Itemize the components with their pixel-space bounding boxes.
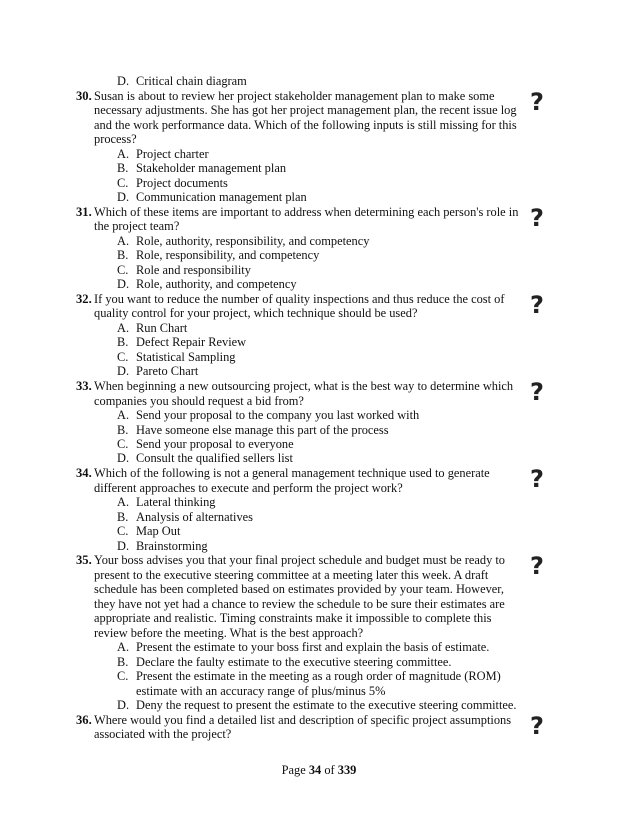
- question-text-line: Where would you find a detailed list and description of specific project assumptions: [94, 712, 512, 727]
- option-text: Present the estimate in the meeting as a rough order of magnitude (ROM): [136, 669, 501, 684]
- question-text-line: appropriate and realistic. Timing constraints make it impossible to complete this: [94, 611, 492, 626]
- question-text-line: Your boss advises you that your final project schedule and budget must be ready to: [94, 553, 505, 568]
- question-text-line: they have not yet had a chance to review the schedule to be sure their estimates are: [94, 596, 505, 611]
- question-text-line: Which of the following is not a general management technique used to generate: [94, 466, 490, 481]
- option-letter: A.: [117, 146, 130, 161]
- question-text-line: associated with the project?: [94, 727, 232, 742]
- option-letter: C.: [117, 262, 129, 277]
- answer-option: [117, 640, 489, 654]
- option-text: Stakeholder management plan: [136, 161, 287, 176]
- question-number: 33.: [76, 379, 92, 394]
- option-letter: B.: [117, 335, 129, 350]
- answer-option: [117, 539, 208, 553]
- option-text: Critical chain diagram: [136, 74, 247, 88]
- option-text: estimate with an accuracy range of plus/minus 5%: [136, 683, 386, 698]
- answer-option: [117, 655, 451, 669]
- question-text-line: If you want to reduce the number of quality inspections and thus reduce the cost of: [94, 292, 505, 306]
- option-letter: C.: [117, 524, 129, 539]
- question-text-line: different approaches to execute and perform the project work?: [94, 480, 403, 495]
- option-text: Send your proposal to everyone: [136, 437, 294, 451]
- option-letter: D.: [117, 698, 130, 713]
- option-text: Present the estimate to your boss first and explain the basis of estimate.: [136, 640, 490, 655]
- question-text-line: review before the meeting. What is the best approach?: [94, 625, 364, 640]
- answer-option: [117, 277, 297, 291]
- option-letter: B.: [117, 422, 129, 437]
- help-question-mark-icon[interactable]: ?: [530, 465, 544, 494]
- option-letter: B.: [117, 248, 129, 263]
- question-text-line: and the work performance data. Which of the following inputs is still missing for this: [94, 117, 517, 132]
- option-letter: A.: [117, 233, 130, 248]
- option-text: Role, responsibility, and competency: [136, 248, 320, 263]
- option-letter: B.: [117, 509, 129, 524]
- question-number: 36.: [76, 712, 92, 727]
- question-text-line: the project team?: [94, 219, 180, 234]
- answer-option: [117, 234, 369, 248]
- option-text: Role and responsibility: [136, 262, 251, 277]
- option-letter: A.: [117, 408, 130, 423]
- answer-option: [117, 161, 286, 175]
- page-footer: Page 34 of 339: [281, 763, 357, 777]
- question-text-line: necessary adjustments. She has got her project management plan, the recent issue log: [94, 103, 517, 118]
- question-text-line: schedule has been completed based on estimates provided by your team. However,: [94, 582, 504, 597]
- option-letter: B.: [117, 654, 129, 669]
- question-text-line: Which of these items are important to address when determining each person's role in: [94, 204, 519, 219]
- option-letter: C.: [117, 437, 129, 451]
- help-question-mark-icon[interactable]: ?: [530, 711, 544, 740]
- option-text: Role, authority, and competency: [136, 277, 297, 292]
- answer-option: [117, 176, 228, 190]
- option-text: Brainstorming: [136, 538, 208, 553]
- option-letter: A.: [117, 495, 130, 510]
- question-text-line: process?: [94, 132, 137, 147]
- option-letter: B.: [117, 161, 129, 176]
- option-text: Statistical Sampling: [136, 349, 236, 364]
- current-page-number: 34: [308, 763, 322, 777]
- total-page-count: 339: [337, 763, 357, 777]
- question-text-line: companies you should request a bid from?: [94, 393, 304, 408]
- option-letter: A.: [117, 320, 130, 335]
- option-text: Pareto Chart: [136, 364, 199, 379]
- answer-option: [117, 684, 385, 698]
- option-letter: C.: [117, 669, 129, 684]
- question-text-line: When beginning a new outsourcing project, what is the best way to determine which: [94, 379, 514, 394]
- option-text: Deny the request to present the estimate to the executive steering committee.: [136, 698, 517, 713]
- answer-option: [117, 669, 501, 683]
- help-question-mark-icon[interactable]: ?: [530, 203, 544, 232]
- option-letter: D.: [117, 364, 130, 379]
- answer-option: [117, 495, 215, 509]
- option-text: Project charter: [136, 146, 209, 161]
- answer-option: [117, 423, 389, 437]
- option-letter: C.: [117, 175, 129, 190]
- option-letter: D.: [117, 451, 130, 466]
- answer-option: [117, 335, 246, 349]
- help-question-mark-icon[interactable]: ?: [530, 87, 544, 116]
- answer-option: [117, 263, 251, 277]
- answer-option: [117, 147, 209, 161]
- answer-option: [117, 698, 517, 712]
- answer-option: [117, 524, 180, 538]
- help-question-mark-icon[interactable]: ?: [530, 378, 544, 407]
- option-text: Communication management plan: [136, 189, 307, 204]
- option-letter: D.: [117, 538, 130, 553]
- answer-option: [117, 350, 235, 364]
- question-number: 34.: [76, 466, 92, 481]
- option-text: Defect Repair Review: [136, 335, 247, 350]
- question-text-line: present to the executive steering committee at a meeting later this week. A draft: [94, 567, 489, 582]
- option-text: Run Chart: [136, 320, 188, 335]
- option-letter: D.: [117, 277, 130, 292]
- option-text: Map Out: [136, 524, 181, 539]
- answer-option: [117, 364, 198, 378]
- option-text: Send your proposal to the company you last worked with: [136, 408, 420, 423]
- option-text: Lateral thinking: [136, 495, 216, 510]
- question-number: 32.: [76, 292, 92, 306]
- option-text: Consult the qualified sellers list: [136, 451, 293, 466]
- option-letter: D.: [117, 74, 130, 88]
- help-question-mark-icon[interactable]: ?: [530, 291, 544, 319]
- question-number: 30.: [76, 88, 92, 103]
- answer-option: [117, 248, 319, 262]
- help-question-mark-icon[interactable]: ?: [530, 552, 544, 581]
- answer-option: [117, 510, 253, 524]
- answer-option: [117, 408, 419, 422]
- option-text: Have someone else manage this part of the process: [136, 422, 389, 437]
- answer-option: [117, 190, 307, 204]
- question-number: 31.: [76, 204, 92, 219]
- option-text: Project documents: [136, 175, 228, 190]
- option-text: Analysis of alternatives: [136, 509, 253, 524]
- question-text-line: quality control for your project, which technique should be used?: [94, 306, 418, 321]
- option-letter: D.: [117, 189, 130, 204]
- answer-option: [117, 437, 294, 451]
- option-text: Role, authority, responsibility, and competency: [136, 233, 370, 248]
- option-letter: C.: [117, 349, 129, 364]
- answer-option: [117, 74, 247, 88]
- question-number: 35.: [76, 553, 92, 568]
- answer-option: [117, 451, 293, 465]
- option-text: Declare the faulty estimate to the executive steering committee.: [136, 654, 452, 669]
- option-letter: A.: [117, 640, 130, 655]
- answer-option: [117, 321, 187, 335]
- question-text-line: Susan is about to review her project stakeholder management plan to make some: [94, 88, 495, 103]
